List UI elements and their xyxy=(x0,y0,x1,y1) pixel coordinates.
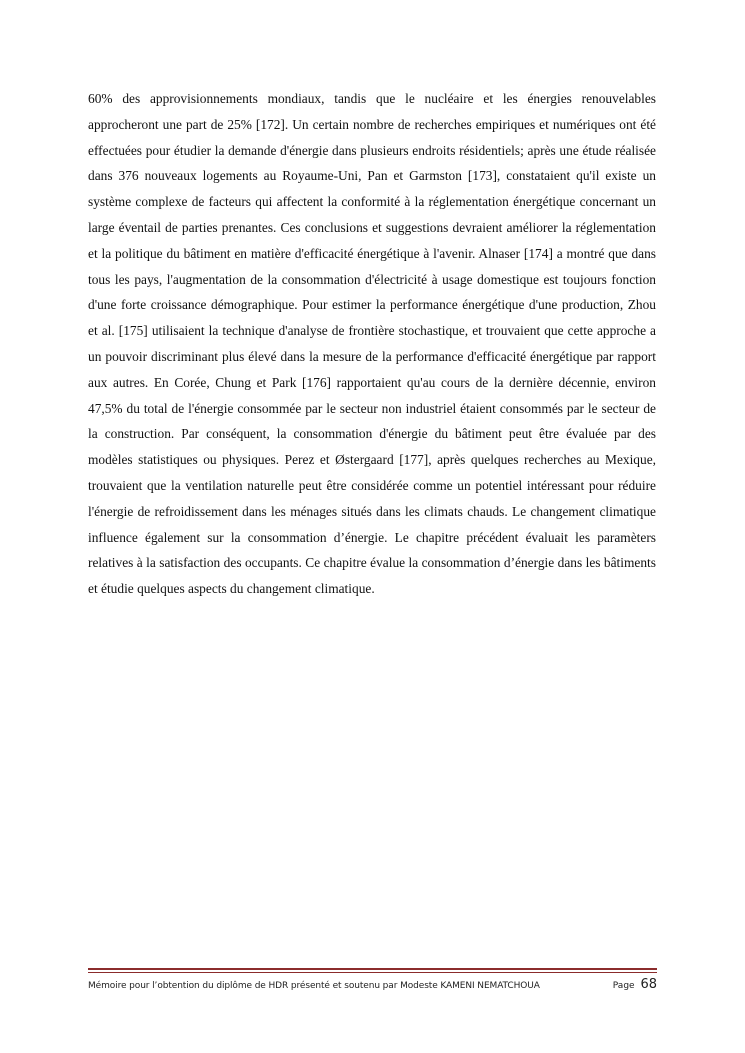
page-indicator xyxy=(613,977,657,992)
footer-divider-thick xyxy=(88,968,657,970)
footer-divider-thin xyxy=(88,972,657,973)
page-label: Page xyxy=(612,981,635,991)
body-paragraph: 60% des approvisionnements mondiaux, tandis que le nucléaire et les énergies renouvelables approcheront une part de 25% [172]. Un certain nombre de recherches empiriques et numériques ont été effectuées pour étudier la demande d'énergie dans plusieurs endroits résidentiels; après une étude réalisée dans 376 nouveaux logements au Royaume-Uni, Pan et Garmston [173], constataient qu'il existe un système complexe de facteurs qui affectent la conformité à la réglementation énergétique concernant un large éventail de parties prenantes. Ces conclusions et suggestions devraient améliorer la réglementation et la politique du bâtiment en matière d'efficacité énergétique à l'avenir. Alnaser [174] a montré que dans tous les pays, l'augmentation de la consommation d'électricité à usage domestique est toujours fonction d'une forte croissance démographique. Pour estimer la performance énergétique d'une production, Zhou et al. [175] utilisaient la technique d'analyse de frontière stochastique, et trouvaient que cette approche a un pouvoir discriminant plus élevé dans la mesure de la performance d'efficacité énergétique par rapport aux autres. En Corée, Chung et Park [176] rapportaient qu'au cours de la dernière décennie, environ 47,5% du total de l'énergie consommée par le secteur non industriel étaient consommés par le secteur de la construction. Par conséquent, la consommation d'énergie du bâtiment peut être évaluée par des modèles statistiques ou physiques. Perez et Østergaard [177], après quelques recherches au Mexique, trouvaient que la ventilation naturelle peut être considérée comme un potentiel intéressant pour réduire l'énergie de refroidissement dans les ménages situés dans les climats chauds. Le changement climatique influence également sur la consommation d’énergie. Le chapitre précédent évaluait les paramèters relatives à la satisfaction des occupants. Ce chapitre évalue la consommation d’énergie dans les bâtiments et étudie quelques aspects du changement climatique. xyxy=(88,91,656,597)
footer-caption: Mémoire pour l’obtention du diplôme de HDR présenté et soutenu par Modeste KAMENI NEMATCHOUA xyxy=(88,981,540,991)
page-number: 68 xyxy=(640,977,657,992)
page-footer xyxy=(88,977,657,995)
